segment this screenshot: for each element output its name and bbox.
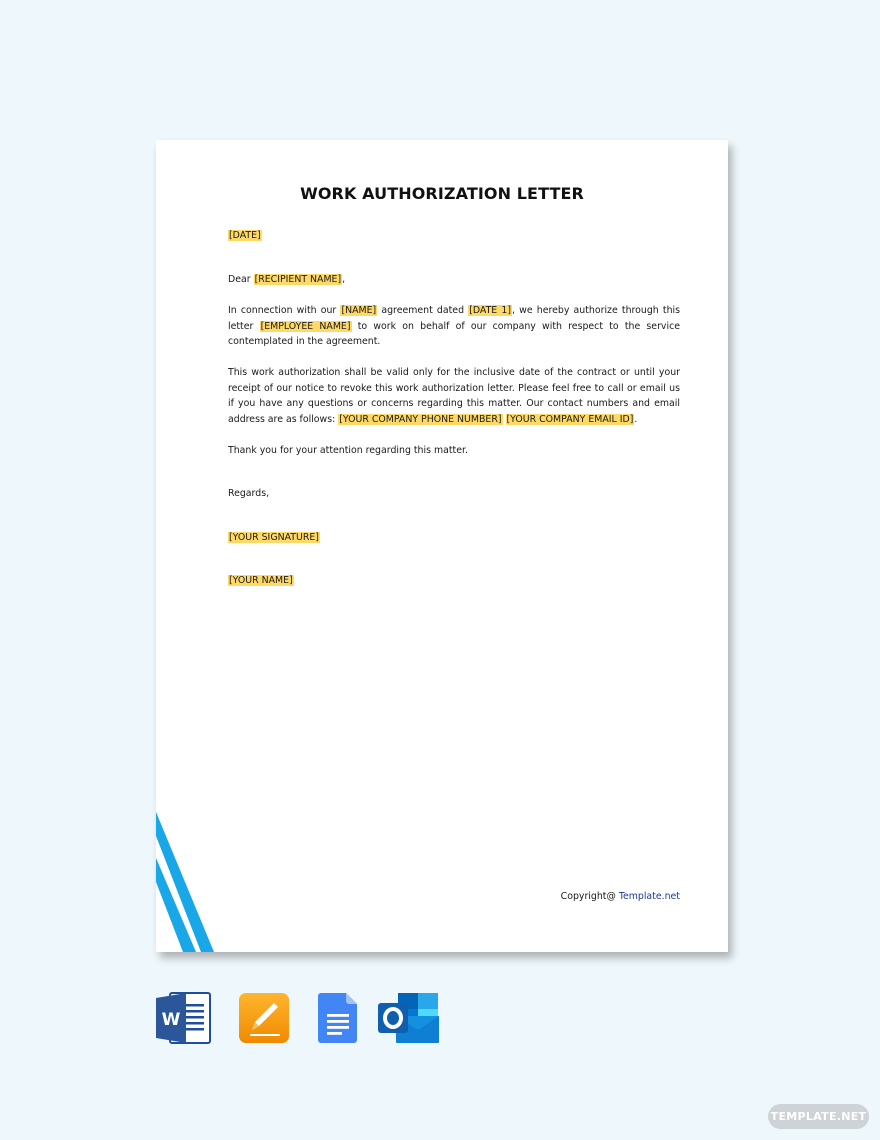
paragraph1-text-2: agreement dated bbox=[377, 305, 469, 316]
document-title: WORK AUTHORIZATION LETTER bbox=[300, 184, 584, 203]
date-placeholder: [DATE] bbox=[229, 230, 261, 241]
template-net-link[interactable]: Template.net bbox=[618, 891, 680, 902]
svg-text:W: W bbox=[161, 1010, 181, 1030]
decorative-stripes bbox=[156, 812, 246, 952]
letter-page bbox=[156, 140, 728, 952]
closing-line: Regards, bbox=[228, 488, 270, 499]
paragraph2-text-1: This work authorization shall be valid only for the inclusive date of the contract or until your receipt of our notice to revoke this work authorization letter. Please feel free to call or email us if you have any questions or concerns regarding this matter. Our contact numbers and email address are as follows: bbox=[228, 367, 680, 425]
date-line bbox=[228, 228, 680, 244]
paragraph2-text-3: . bbox=[634, 413, 638, 425]
pages-icon[interactable] bbox=[238, 992, 290, 1044]
word-icon[interactable] bbox=[156, 992, 212, 1044]
salutation bbox=[228, 272, 680, 288]
copyright-label: Copyright@ bbox=[560, 891, 619, 902]
date1-placeholder: [DATE 1] bbox=[469, 305, 512, 316]
paragraph-validity bbox=[228, 365, 680, 427]
salutation-suffix: , bbox=[342, 274, 346, 285]
recipient-placeholder: [RECIPIENT NAME] bbox=[254, 274, 342, 285]
paragraph1-text-4: to work on behalf of our company with respect to the service contemplated in the agreement. bbox=[228, 320, 681, 347]
paragraph1-text-1: In connection with our bbox=[228, 305, 341, 316]
employee-name-placeholder: [EMPLOYEE NAME] bbox=[260, 320, 351, 332]
paragraph-authorization bbox=[228, 303, 680, 350]
name-line bbox=[228, 573, 680, 589]
signature-line bbox=[228, 530, 680, 546]
email-placeholder: [YOUR COMPANY EMAIL ID] bbox=[506, 413, 634, 425]
paragraph1-text-3: , we hereby authorize through this letter bbox=[228, 305, 681, 332]
outlook-icon[interactable] bbox=[378, 992, 440, 1044]
your-name-placeholder: [YOUR NAME] bbox=[229, 575, 293, 586]
thanks-line: Thank you for your attention regarding this matter. bbox=[228, 445, 468, 456]
signature-placeholder: [YOUR SIGNATURE] bbox=[229, 532, 319, 543]
google-docs-icon[interactable] bbox=[318, 992, 358, 1044]
template-net-badge[interactable]: TEMPLATE.NET bbox=[768, 1104, 869, 1129]
name-placeholder-inline: [NAME] bbox=[341, 305, 377, 316]
copyright-line bbox=[561, 891, 680, 902]
phone-placeholder: [YOUR COMPANY PHONE NUMBER] bbox=[339, 413, 502, 425]
salutation-prefix: Dear bbox=[228, 274, 254, 285]
